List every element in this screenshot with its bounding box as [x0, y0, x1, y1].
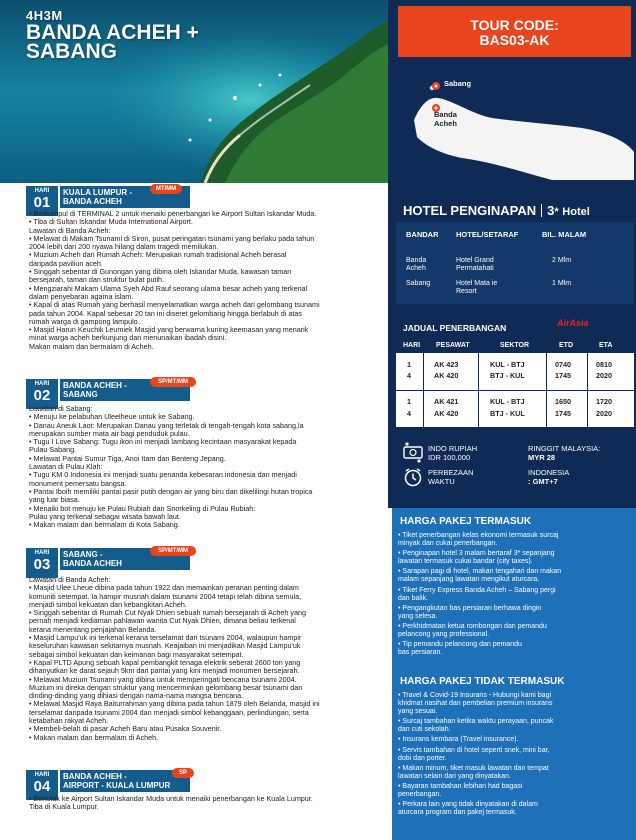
map-label-banda-acheh [434, 110, 457, 128]
hotel-row-1-city-line1: Banda [406, 257, 427, 264]
description-line: ketabahan rakyat Acheh. [29, 716, 109, 726]
day-title-line1: BANDA ACHEH - [63, 381, 127, 390]
day-title-line1: BANDA ACHEH - [63, 772, 127, 781]
hotel-rating-word: Hotel [562, 206, 590, 218]
included-item-line: • Sarapan pagi di hotel, makan tengahari dan makan [398, 568, 562, 576]
hotel-row-2-nights: 1 Mlm [552, 280, 572, 287]
description-line: daripada paviliun aceh. [29, 258, 103, 268]
excluded-item-line: • Insurans kembara (Travel insurance). [398, 736, 519, 744]
description-line: • Masjid Ulee Lheue dibina pada tahun 1922 dan memainkan peranan penting dalam [29, 583, 299, 593]
description-line: • Menuju ke pelabuhan Uleelheue untuk ke Sabang. [29, 412, 195, 422]
included-item-line: pelancong yang professional. [398, 631, 490, 639]
day-badge-number: 04 [33, 778, 51, 795]
description-line: 2004 lebih dari 200 nyawa hilang dalam tragedi memilukan. [29, 242, 219, 252]
currency-idr [428, 444, 477, 462]
flight-row-1-sector: KUL - BTJ [490, 360, 525, 369]
description-line: sebagai simbol kekuatan dan keimanan bagi masyarakat setempat. [29, 649, 244, 659]
airasia-logo: AirAsia [557, 318, 589, 328]
meal-badge: SP/MT/MM [150, 377, 196, 387]
description-line: • Melawat Pantai Sumur Tiga, Anoi Itam dan Benteng Jepang. [29, 453, 226, 463]
flight-row-3-flight: AK 421 [434, 397, 459, 406]
included-item-line: • Tip pemandu pelancong dan pemandu [398, 641, 522, 649]
hotel-row-1-hotel-line1: Hotel Grand [456, 257, 494, 264]
included-item-line: minyak dan cukai penerbangan. [398, 540, 498, 548]
map-label-acheh: Acheh [434, 119, 457, 128]
flight-row-2-etd: 1745 [555, 371, 571, 380]
currency-idr-value: IDR 100,000 [428, 453, 471, 462]
excluded-item-line: dan cuti sekolah. [398, 726, 451, 734]
flight-row-1-day: 1 [407, 360, 411, 369]
hotel-row-1-hotel [456, 257, 494, 273]
trip-duration: 4H3M [26, 8, 63, 23]
hotel-row-2-hotel-line2: Resort [456, 288, 477, 295]
day-badge-number: 03 [33, 556, 51, 573]
day-badge-hari: HARI [34, 550, 50, 556]
day-badge-hari: HARI [34, 188, 50, 194]
description-line: terselamat daripada tsunami 2004 dan menjadi simbol kebanggaan, perlindungan, serta [29, 707, 309, 717]
description-line: • Tugu KM 0 Indonesia ini menjadi suatu penanda kebesaran indonesia dan menjadi [29, 470, 297, 480]
hotel-title-text: HOTEL PENGINAPAN [403, 203, 537, 218]
timezone-label [428, 468, 473, 486]
flight-table [396, 339, 634, 427]
destination-title-line2: SABANG [26, 40, 118, 63]
clock-icon [402, 466, 424, 488]
flight-col-hari: HARI [403, 342, 421, 349]
itinerary [22, 183, 388, 840]
excluded-title: HARGA PAKEJ TIDAK TERMASUK [400, 676, 565, 687]
day-badge-number: 01 [33, 194, 51, 211]
description-line: • Danau Aneuk Laot: Merupakan Danau yang terletak di tengah-tengah kota sabang,la [29, 420, 304, 430]
description-line: • Pantai Iboih memiliki pantai pasir putih dengan air yang biru dan dikelilingi hutan tropica [29, 486, 313, 496]
excluded-item-line: dobi dan porter. [398, 754, 447, 762]
day-badge-number: 02 [33, 387, 51, 404]
description-line: Makan malam dan bermalam di Acheh. [29, 341, 154, 351]
hero-title [26, 8, 199, 61]
included-item-line: dan balik. [398, 594, 428, 602]
flight-row-3-day: 1 [407, 397, 411, 406]
description-line: • Melawat Muzium Tsunami yang dibina untuk memperingati bencana tsunami 2004. [29, 674, 297, 684]
hotel-col-hotel: HOTEL/SETARAF [456, 230, 519, 239]
hotel-row-1-hotel-line2: Permatahati [456, 265, 494, 272]
description-line: Lawatan di Pulau Klah: [29, 462, 103, 472]
day-badge-hari: HARI [34, 381, 50, 387]
meal-badge: SP [172, 768, 194, 778]
hotel-table [396, 222, 634, 304]
description-line: Pulau Sabang. [29, 445, 77, 455]
included-item-line: • Penginapan hotel 3 malam bertaraf 3* sepanjang [398, 550, 555, 558]
hotel-col-nights: BIL. MALAM [542, 230, 587, 239]
hotel-row-1-city [406, 257, 426, 273]
flight-row-4-flight: AK 420 [434, 409, 459, 418]
description-line: minat warga acheh berkunjung dan menunaikan ibadah disini. [29, 333, 227, 343]
included-item-line: lawatan termasuk cukai bandar (city taxes). [398, 558, 533, 566]
excluded-item-line: • Bayaran tambahan lebihan had bagasi [398, 782, 523, 790]
description-line: • Melawat di Makam Tsunami di Siron, pusat peringatan tsunami yang berlaku pada tahun [29, 233, 315, 243]
hotel-row-1-city-line2: Acheh [406, 265, 426, 272]
included-item-line: • Perkhidmatan ketua rombongan dan pemandu [398, 622, 547, 630]
description-line: menjadi simbol kekuatan dan kebangkitan Acheh. [29, 599, 187, 609]
hotel-rating-number: 3 [547, 203, 555, 218]
description-line: Tiba di Kuala Lumpur. [29, 802, 99, 812]
day-badge-hari: HARI [34, 772, 50, 778]
included-item-line: • Pengangkutan bas persiaran berhawa dingin [398, 604, 542, 612]
flight-row-1-etd: 0740 [555, 360, 571, 369]
included-item-line: bas persiaran. [398, 649, 443, 657]
flight-row-1-eta: 0810 [596, 360, 612, 369]
excluded-item-line: • Perkara lain yang tidak dinyatakan di dalam [398, 801, 538, 809]
meal-badge: MT/MM [150, 184, 182, 194]
day-title-line1: SABANG - [63, 550, 103, 559]
money-icon [402, 441, 424, 463]
description-line: • Masjid Harun Keuchik Leumiek Masjid yang berwarna kuning keemasan yang menarik [29, 325, 309, 335]
description-line: komuniti setempat. Ia hampir musnah dalam tsunami 2004 tetapi telah dibina semula, [29, 591, 302, 601]
description-line: dalam penyebaran agama islam. [29, 291, 134, 301]
description-line: Lawatan di Sabang: [29, 404, 93, 413]
excluded-item-line: • Travel & Covid-19 Insurans - Hubungi kami bagi [398, 692, 552, 699]
currency-myr [528, 444, 600, 462]
description-line: • Kapal di atas Rumah yang berhasil menyelamatkan warga acheh dari gelombang tsunami [29, 300, 320, 310]
excluded-item-line: • Surcaj tambahan ketika waktu perayaan, puncak [398, 718, 554, 726]
description-line: • Melawat Masjid Raya Baiturrahman yang dibina pada tahun 1879 oleh Belanda, masjid ini [29, 699, 320, 709]
map-label-banda: Banda [434, 110, 457, 119]
timezone-gmt: : GMT+7 [528, 477, 558, 486]
location-map [392, 62, 634, 180]
day-title [60, 770, 190, 792]
flight-col-eta: ETA [599, 342, 613, 349]
description-line: • Tiba di Sultan Iskandar Muda International Airport. [29, 217, 193, 227]
day-title-line2: BANDA ACHEH [63, 197, 122, 206]
included-list [398, 532, 632, 657]
flight-row-4-sector: BTJ - KUL [490, 409, 525, 418]
day-title-line2: SABANG [63, 390, 98, 399]
timezone-label-line2: WAKTU [428, 477, 455, 486]
included-item-line: malam sepanjang lawatan mengikut aturcara. [398, 576, 540, 584]
day-2-description [29, 405, 386, 529]
excluded-item-line: lawatan selain dari yang dinyatakan. [398, 772, 511, 780]
flight-row-3-eta: 1720 [596, 397, 612, 406]
sabang-pin-icon [432, 82, 440, 90]
description-line: • Bertolak ke Airport Sultan Iskandar Muda untuk menaiki penerbangan ke Kuala Lumpur. [29, 794, 313, 803]
description-line: • Menaiki bot menuju ke Pulau Rubiah dan Snorkeling di Pulau Rubiah: [29, 503, 256, 513]
timezone-value [528, 468, 569, 486]
hero-banner [0, 0, 388, 183]
included-item-line: yang selesa. [398, 612, 438, 620]
included-item-line: • Tiket Ferry Express Banda Acheh – Sabang pergi [398, 586, 556, 594]
hotel-row-1-nights: 2 Mlm [552, 257, 572, 264]
currency-idr-label: INDO RUPIAH [428, 444, 478, 453]
description-line: monument pemersatu bangsa. [29, 478, 127, 488]
flight-row-2-eta: 2020 [596, 371, 612, 380]
flight-row-4-etd: 1745 [555, 409, 571, 418]
flight-row-3-sector: KUL - BTJ [490, 397, 525, 406]
description-line: • Mengziarahi Makam Ulama Syeh Abd Rauf seorang ulama besar acheh yang terkenal [29, 283, 308, 293]
excluded-item-line: khidmat nasihat dan pembelian premium insurans [398, 700, 553, 708]
description-line: • Kapal PLTD Apung sebuah kapal pembangkit tenaga elektrik seberat 2600 ton yang [29, 657, 301, 667]
description-line: • Singgah sebentar di Rumah Cut Nyak Dhien sebuah rumah bersejarah di Acheh yang [29, 608, 307, 618]
description-line: Muzium ini direka dengan struktur yang mencerminkan gelombang besar tsunami dan [29, 682, 303, 692]
flight-row-2-flight: AK 420 [434, 371, 459, 380]
description-line: dihanyutkan ke darat sejauh 5km dari pantai yang kini menjadi monumen bersejarah. [29, 666, 300, 676]
flight-row-2-day: 4 [407, 371, 411, 380]
day-title-line2: BANDA ACHEH [63, 559, 122, 568]
destination-title-line1: BANDA ACHEH + [26, 21, 199, 44]
description-line: • Muzium Acheh dan Rumah Acheh: Merupakan rumah tradisional Acheh berasal [29, 250, 287, 260]
flight-row-1-flight: AK 423 [434, 360, 459, 369]
excluded-item-line: • Servis tambahan di hotel seperti snek, mini bar, [398, 746, 550, 754]
tour-code-box [398, 6, 631, 57]
tour-code-label: TOUR CODE: [470, 17, 559, 33]
hotel-section-title [403, 203, 590, 218]
description-line: • Tugu I Love Sabang: Tugu ikon ini menjadi lambang kecintaan masyarakat kepada [29, 437, 297, 447]
flight-row-3-etd: 1650 [555, 397, 571, 406]
day-4-description [29, 795, 386, 812]
description-line: pada tahun 2004. Kapal sebesar 20 tan ini diseret gelombang hingga berlabuh di atas [29, 308, 302, 318]
description-line: • Membeli-belah di pasar Acheh Baru atau Pusaka Souvenir. [29, 724, 222, 734]
description-line: keseluruhan kawasan sekitarnya musnah. Keajaiban ini menjadikan Masjid Lampu'uk [29, 641, 301, 651]
description-line: pernah menjadi kediaman pahlawan wanita Cut Nyak Dhien, dimana beliau terkenal [29, 616, 296, 626]
description-line: dinding-dinding yang dihiasi dengan nama-nama mangsa bencana. [29, 691, 244, 701]
day-title-line1: KUALA LUMPUR - [63, 188, 133, 197]
hotel-col-bandar: BANDAR [406, 230, 439, 239]
description-line: Lawatan di Banda Acheh: [29, 575, 111, 584]
sumatra-map-graphic [392, 62, 634, 180]
excluded-list [398, 692, 632, 817]
timezone-label-line1: PERBEZAAN [428, 468, 474, 477]
description-line: merupakan sumber mata air bagi penduduk pulau. [29, 428, 190, 438]
description-line: yang luar biasa. [29, 495, 80, 505]
excluded-item-line: penerbangan. [398, 791, 442, 799]
flight-row-4-day: 4 [407, 409, 411, 418]
star-icon: * [554, 206, 559, 218]
description-line: • Makan malam dan bermalam di Kota Sabang. [29, 520, 180, 530]
hotel-row-2-hotel-line1: Hotel Mata ie [456, 280, 498, 287]
included-item-line: • Tiket penerbangan kelas ekonomi termasuk surcaj [398, 532, 559, 539]
tour-code-value: BAS03-AK [479, 32, 550, 48]
day-badge [26, 548, 58, 578]
description-line: • Singgah sebentar di Gunongan yang dibina oleh Iskandar Muda, kawasan taman [29, 267, 292, 277]
excluded-item-line: aturcara program dan pakej termasuk. [398, 809, 517, 817]
currency-myr-value: MYR 28 [528, 453, 556, 462]
day-1-description [29, 210, 386, 351]
description-line: bersejarah, taman dan struktur bulat putih. [29, 275, 165, 285]
description-line: Lawatan di Banda Acheh: [29, 225, 111, 235]
map-label-sabang: Sabang [444, 79, 472, 88]
flight-table-header [396, 339, 634, 353]
timezone-country: INDONESIA [528, 468, 570, 477]
excluded-item-line: • Makan minum, tiket masuk lawatan dan tempat [398, 764, 549, 772]
description-line: • Berkumpul di TERMINAL 2 untuk menaiki penerbangan ke Airport Sultan Iskandar Muda. [29, 209, 317, 218]
flight-col-pesawat: PESAWAT [436, 342, 470, 349]
flight-schedule-title: JADUAL PENERBANGAN [403, 323, 507, 333]
flight-row-2-sector: BTJ - KUL [490, 371, 525, 380]
flight-row-4-eta: 2020 [596, 409, 612, 418]
description-line: Pulau yang terkenal sebagai wisata bawah laut. [29, 511, 181, 521]
description-line: kerana menentang penjajahan Belanda. [29, 624, 157, 634]
included-title: HARGA PAKEJ TERMASUK [400, 516, 532, 527]
excluded-item-line: yang sesuai. [398, 708, 438, 716]
day-title-line2: AIRPORT - KUALA LUMPUR [63, 781, 171, 790]
meal-badge: SP/MT/MM [150, 546, 196, 556]
hotel-row-2-city: Sabang [406, 280, 431, 287]
flight-col-sektor: SEKTOR [500, 342, 530, 349]
hotel-row-2-hotel [456, 280, 497, 296]
description-line: rumah warga di gampong lampulo. [29, 316, 140, 326]
day-3-description [29, 576, 386, 742]
description-line: • Makan malam dan bermalam di Acheh. [29, 732, 159, 742]
description-line: • Masjid Lampu'uk ini terkenal kerana terselamat dari tsunami 2004, walaupun hampir [29, 633, 302, 643]
currency-myr-label: RINGGIT MALAYSIA: [528, 444, 601, 453]
flight-col-etd: ETD [559, 342, 573, 349]
